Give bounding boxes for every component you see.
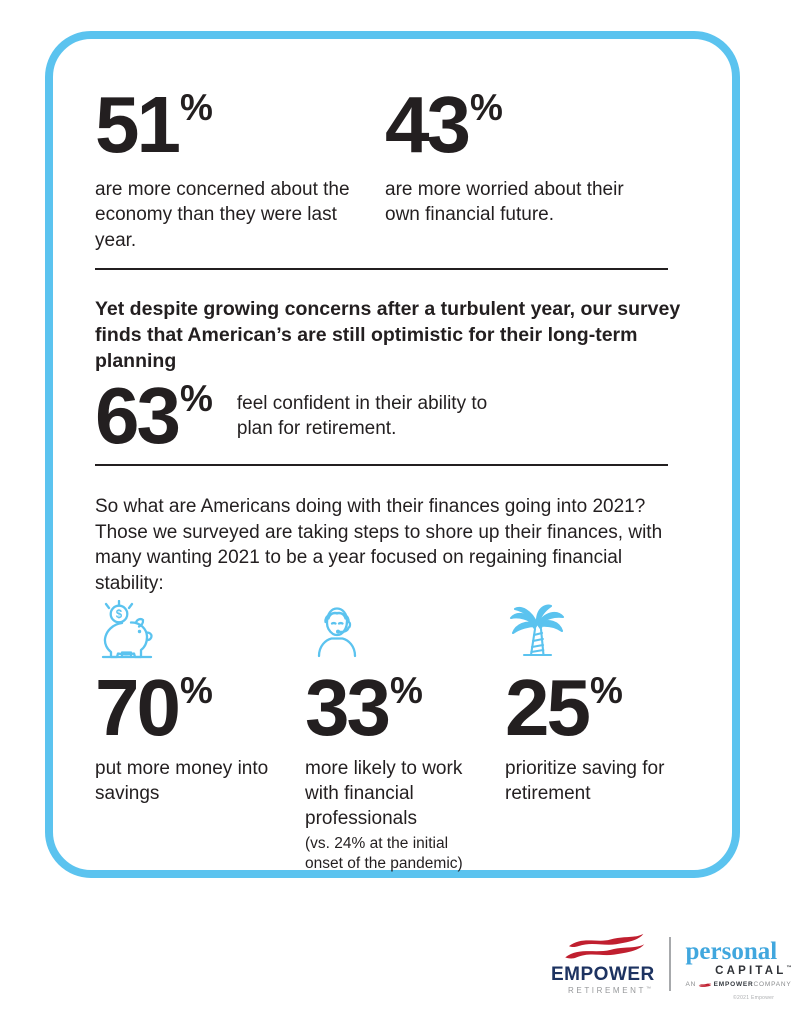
stat-number: 43	[385, 80, 468, 169]
capital-wordmark	[686, 966, 792, 978]
stat-savings	[95, 600, 305, 875]
stat-description: put more money into savings	[95, 757, 269, 805]
stat-value	[95, 80, 385, 169]
personal-wordmark: personal	[685, 937, 778, 965]
stat-number: 33	[305, 662, 388, 752]
stat-number: 25	[505, 662, 588, 752]
byline-empower: EMPOWER	[713, 981, 754, 988]
stat-description: are more concerned about the economy than they were last year.	[95, 179, 350, 251]
stat-value	[505, 662, 708, 752]
stat-economy-concern	[95, 80, 385, 253]
divider-top	[95, 268, 668, 270]
byline-an: AN	[685, 981, 697, 988]
actions-intro: So what are Americans doing with their finances going into 2021? Those we surveyed are taking steps to shore up their finances, with many wanting 2021 to be a year focused on regaining financial stability:	[95, 496, 663, 594]
percent-sign: %	[179, 669, 213, 711]
stat-number: 51	[95, 80, 178, 169]
percent-sign: %	[179, 87, 213, 128]
percent-sign: %	[389, 669, 423, 711]
palm-tree-icon	[505, 600, 708, 664]
stat-value	[95, 371, 213, 461]
stat-retirement-saving	[505, 600, 708, 875]
optimism-heading: Yet despite growing concerns after a turbulent year, our survey finds that American’s are still optimistic for their long-term planning	[95, 297, 681, 373]
stat-financial-worry	[385, 80, 708, 253]
byline-company: COMPANY	[753, 981, 792, 988]
empower-wordmark: EMPOWER	[551, 964, 655, 985]
support-agent-icon	[305, 600, 505, 664]
trademark-symbol: ™	[786, 964, 792, 971]
personal-capital-logo	[686, 939, 792, 989]
logo-divider	[669, 937, 671, 991]
divider-middle	[95, 464, 668, 466]
stat-description: prioritize saving for retirement	[505, 757, 665, 805]
retirement-text: RETIREMENT	[568, 986, 646, 995]
infographic-card	[45, 31, 740, 878]
fine-print: ©2021 Empower	[733, 995, 775, 1001]
empower-waves-icon	[555, 932, 647, 964]
stat-footnote: (vs. 24% at the initial onset of the pandemic)	[305, 835, 463, 873]
percent-sign: %	[589, 669, 623, 711]
stat-description: more likely to work with financial professionals	[305, 757, 463, 830]
empower-retirement-label	[551, 987, 651, 995]
empower-logo	[551, 932, 655, 995]
stat-description: feel confident in their ability to plan for retirement.	[236, 392, 488, 440]
stat-retirement-confidence	[95, 371, 708, 461]
stat-description: are more worried about their own financial future.	[385, 179, 624, 226]
stat-value	[305, 662, 505, 752]
capital-text: CAPITAL	[715, 964, 787, 977]
stat-value	[385, 80, 708, 169]
piggy-bank-icon	[95, 600, 305, 664]
stat-value	[95, 662, 305, 752]
empower-company-byline	[686, 982, 792, 989]
stat-financial-professionals	[305, 600, 505, 875]
bottom-stats-row	[95, 600, 708, 875]
top-stats-row	[95, 80, 708, 253]
empower-wave-small-icon	[698, 982, 711, 988]
svg-text:$: $	[115, 609, 123, 622]
percent-sign: %	[469, 87, 503, 128]
stat-number: 63	[95, 371, 178, 461]
percent-sign: %	[179, 378, 213, 420]
trademark-symbol: ™	[646, 986, 651, 992]
brand-bar	[551, 932, 792, 995]
stat-number: 70	[95, 662, 178, 752]
